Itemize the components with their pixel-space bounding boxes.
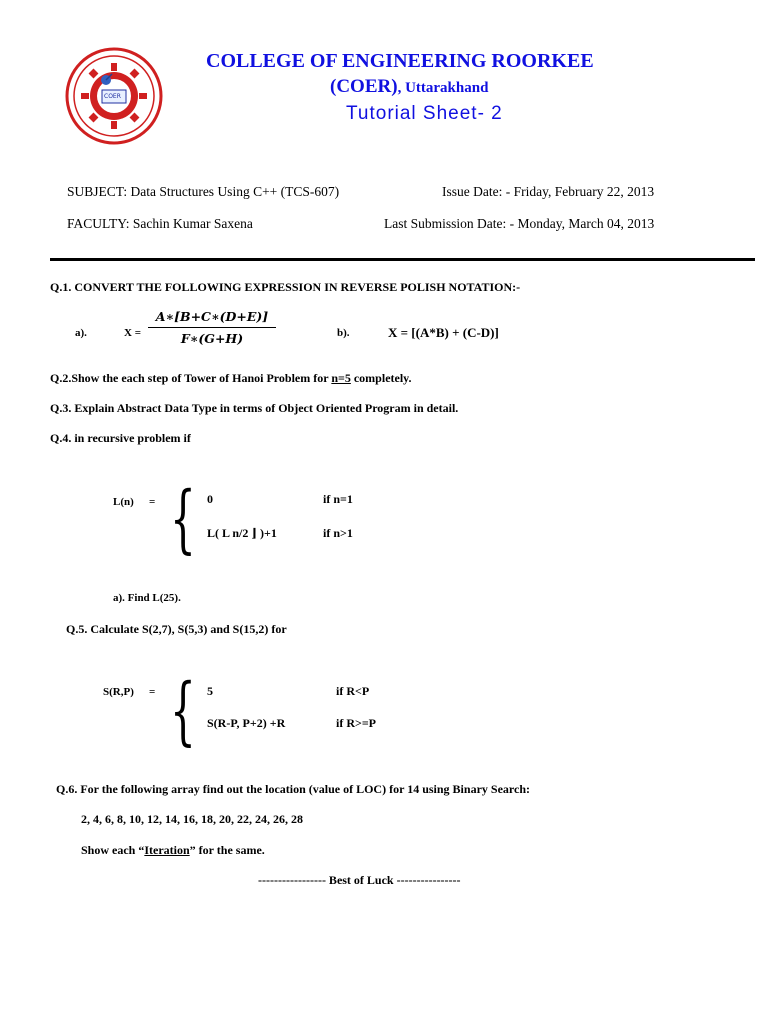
q6-show [81, 843, 265, 858]
q5-text: Q.5. Calculate S(2,7), S(5,3) and S(15,2) for [66, 622, 287, 636]
footer-text: ----------------- Best of Luck ---------------- [258, 873, 461, 887]
q1a-numerator: A∗[B+C∗(D+E)] [155, 309, 269, 324]
submission-date: Last Submission Date: - Monday, March 04, 2013 [384, 216, 655, 231]
q4-cond2: if n>1 [323, 526, 353, 540]
q5-brace: { [170, 668, 196, 754]
q6-show-underlined: Iteration [144, 843, 190, 857]
q4-cond1: if n=1 [323, 492, 353, 506]
q1a-denominator: F∗(G+H) [180, 331, 244, 346]
sheet-title: Tutorial Sheet- 2 [346, 103, 503, 124]
abbr: (COER) [330, 76, 398, 97]
q6-show-post: ” for the same. [189, 843, 265, 857]
q4-case2: L( L n/2 ⌋ )+1 [207, 526, 277, 540]
q4-sub: a). Find L(25). [113, 592, 181, 604]
q5-cond2: if R>=P [336, 716, 377, 730]
college-abbr [330, 76, 488, 98]
q1b-label: b). [337, 327, 350, 339]
q6-show-pre: Show each “ [81, 843, 145, 857]
q3-text: Q.3. Explain Abstract Data Type in terms of Object Oriented Program in detail. [50, 401, 459, 415]
q4-brace: { [170, 476, 196, 562]
faculty-line: FACULTY: Sachin Kumar Saxena [67, 216, 253, 231]
q5-lhs: S(R,P) [103, 686, 134, 698]
q2-pre: Q.2.Show the each step of Tower of Hanoi Problem for [50, 371, 332, 385]
q4-lhs: L(n) [113, 496, 134, 508]
q5-case1: 5 [207, 684, 213, 698]
q1-text: Q.1. CONVERT THE FOLLOWING EXPRESSION IN REVERSE POLISH NOTATION:- [50, 280, 521, 294]
subject-line: SUBJECT: Data Structures Using C++ (TCS-607) [67, 184, 340, 199]
q6-text: Q.6. For the following array find out the location (value of LOC) for 14 using Binary Search: [56, 782, 530, 796]
q4-text: Q.4. in recursive problem if [50, 431, 191, 445]
logo-inner-text: COER [104, 93, 121, 100]
q5-cond1: if R<P [336, 684, 370, 698]
q2-post: completely. [350, 371, 412, 385]
q4-eq: = [149, 496, 156, 508]
q4-case1: 0 [207, 492, 213, 506]
state: , Uttarakhand [397, 80, 489, 96]
q1a-label: a). [75, 327, 87, 339]
q1a-lhs: X = [124, 327, 141, 339]
q6-array: 2, 4, 6, 8, 10, 12, 14, 16, 18, 20, 22, 24, 26, 28 [81, 812, 303, 826]
college-title: COLLEGE OF ENGINEERING ROORKEE [206, 50, 594, 72]
issue-date: Issue Date: - Friday, February 22, 2013 [442, 184, 655, 199]
q2-underlined: n=5 [331, 371, 351, 385]
fraction-bar [148, 327, 276, 328]
q1b-expression: X = [(A*B) + (C-D)] [388, 325, 499, 340]
q5-case2: S(R-P, P+2) +R [207, 716, 286, 730]
q2-text [50, 371, 412, 386]
q1a-fraction [148, 309, 276, 346]
q5-eq: = [149, 686, 156, 698]
college-logo [64, 46, 164, 146]
header-divider [50, 258, 755, 261]
